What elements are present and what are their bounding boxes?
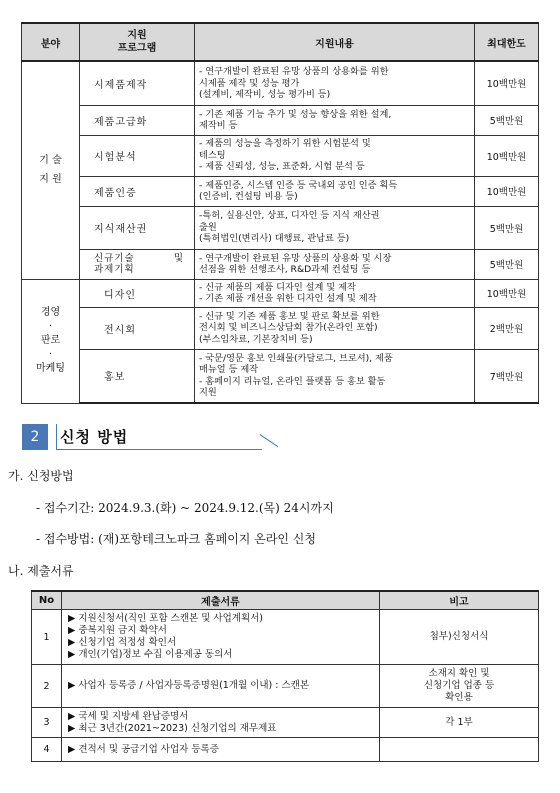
documents-heading: 나. 제출서류 <box>8 564 74 578</box>
table-row <box>32 610 539 665</box>
limit-cell: 10백만원 <box>475 61 539 105</box>
table-row <box>32 738 539 762</box>
method-heading: 가. 신청방법 <box>8 469 74 483</box>
row-no: 4 <box>32 738 62 762</box>
content-cell: - 제품인증, 시스템 인증 등 국내외 공인 인증 획득 (인증비, 컨설팅 비용 등) <box>195 176 475 206</box>
program-cell: 지식재산권 <box>80 206 195 249</box>
header-docs: 제출서류 <box>62 591 380 610</box>
table-row <box>22 279 539 307</box>
table-row <box>22 249 539 279</box>
area-tech-support: 기 술 지 원 <box>22 61 80 279</box>
header-no: No <box>32 591 62 610</box>
program-cell: 홍보 <box>80 349 195 403</box>
header-content: 지원내용 <box>195 23 475 61</box>
program-cell: 시험분석 <box>80 135 195 176</box>
support-table <box>21 22 539 404</box>
support-table-header <box>22 23 539 61</box>
content-cell: - 국문/영문 홍보 인쇄물(카달로그, 브로셔), 제품 매뉴얼 등 제작 - 홈페이지 리뉴얼, 온라인 플랫폼 등 홍보 활동 지원 <box>195 349 475 403</box>
program-cell: 시제품제작 <box>80 61 195 105</box>
program-cell: 디자인 <box>80 279 195 307</box>
application-period: - 접수기간: 2024.9.3.(화) ~ 2024.9.12.(목) 24시까지 <box>36 501 334 515</box>
header-note: 비고 <box>380 591 539 610</box>
table-row <box>22 61 539 105</box>
row-docs: ▶ 견적서 및 공급기업 사업자 등록증 <box>62 738 380 762</box>
section-underline-slant <box>259 434 278 447</box>
content-cell: - 신규 제품의 제품 디자인 설계 및 제작 - 기존 제품 개선을 위한 디자인 설계 및 제작 <box>195 279 475 307</box>
content-cell: -특허, 실용신안, 상표, 디자인 등 지식 재산권 출원 (특허법인(변리사) 대행료, 관납료 등) <box>195 206 475 249</box>
row-no: 1 <box>32 610 62 665</box>
program-cell: 제품인증 <box>80 176 195 206</box>
row-docs: ▶ 국세 및 지방세 완납증명서 ▶ 최근 3년간(2021~2023) 신청기업의 재무제표 <box>62 708 380 738</box>
area-marketing: 경영 · 판로 · 마케팅 <box>22 279 80 403</box>
row-docs: ▶ 사업자 등록증 / 사업자등록증명원(1개월 이내) : 스캔본 <box>62 665 380 708</box>
section-divider <box>56 424 57 450</box>
table-row <box>22 349 539 403</box>
table-row <box>22 206 539 249</box>
application-method: - 접수방법: (재)포항테크노파크 홈페이지 온라인 신청 <box>36 532 316 546</box>
row-note: 소재지 확인 및 신청기업 업종 등 확인용 <box>380 665 539 708</box>
limit-cell: 5백만원 <box>475 249 539 279</box>
table-row <box>22 176 539 206</box>
row-note: 각 1부 <box>380 708 539 738</box>
row-note <box>380 738 539 762</box>
section-number: 2 <box>22 424 48 450</box>
table-row <box>32 665 539 708</box>
header-program: 지원 프로그램 <box>80 23 195 61</box>
row-note: 첨부)신청서식 <box>380 610 539 665</box>
content-cell: - 기존 제품 기능 추가 및 성능 향상을 위한 설계, 제작비 등 <box>195 105 475 135</box>
limit-cell: 10백만원 <box>475 279 539 307</box>
content-cell: - 신규 및 기존 제품 홍보 및 판로 확보를 위한 전시회 및 비즈니스상담회 참가(온라인 포함) (부스임차료, 기본장치비 등) <box>195 307 475 349</box>
table-row <box>32 708 539 738</box>
section-underline <box>56 449 262 450</box>
limit-cell: 2백만원 <box>475 307 539 349</box>
table-row <box>22 105 539 135</box>
program-cell: 신규기술 및 과제기획 <box>80 249 195 279</box>
limit-cell: 10백만원 <box>475 135 539 176</box>
header-limit: 최대한도 <box>475 23 539 61</box>
table-row <box>22 135 539 176</box>
program-cell: 전시회 <box>80 307 195 349</box>
limit-cell: 5백만원 <box>475 206 539 249</box>
row-no: 2 <box>32 665 62 708</box>
content-cell: - 연구개발이 완료된 유망 상품의 상용화를 위한 시제품 제작 및 성능 평가 (설계비, 제작비, 성능 평가비 등) <box>195 61 475 105</box>
limit-cell: 10백만원 <box>475 176 539 206</box>
table-row <box>22 307 539 349</box>
row-docs: ▶ 지원신청서(직인 포함 스캔본 및 사업계획서) ▶ 중복지원 금지 확약서 ▶ 신청기업 적정성 확인서 ▶ 개인(기업)정보 수집 이용제공 동의서 <box>62 610 380 665</box>
row-no: 3 <box>32 708 62 738</box>
limit-cell: 5백만원 <box>475 105 539 135</box>
content-cell: - 연구개발이 완료된 유망 상품의 상용화 및 시장 선점을 위한 선행조사, R&D과제 컨설팅 등 <box>195 249 475 279</box>
documents-table <box>31 590 539 762</box>
content-cell: - 제품의 성능을 측정하기 위한 시험분석 및 테스팅 - 제품 신뢰성, 성능, 표준화, 시험 분석 등 <box>195 135 475 176</box>
limit-cell: 7백만원 <box>475 349 539 403</box>
documents-table-header <box>32 591 539 610</box>
section-title: 신청 방법 <box>60 428 129 446</box>
program-cell: 제품고급화 <box>80 105 195 135</box>
header-area: 분야 <box>22 23 80 61</box>
section-header <box>22 424 272 450</box>
